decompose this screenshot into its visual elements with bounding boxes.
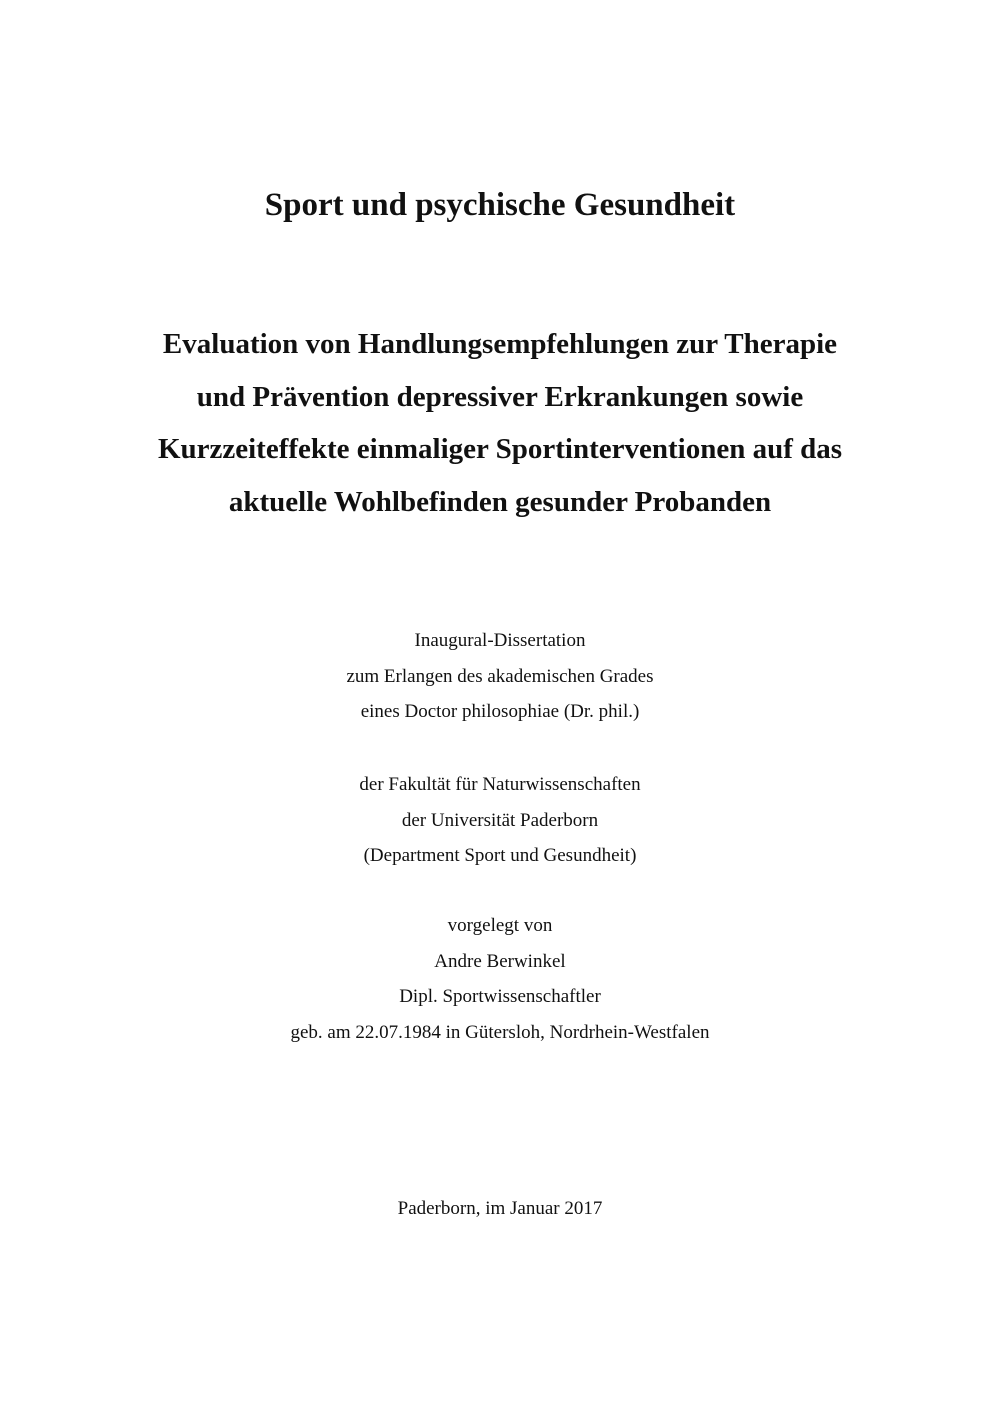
author-info <box>0 908 1000 1050</box>
subtitle-line: und Prävention depressiver Erkrankungen sowie <box>196 380 804 413</box>
author-degree: Dipl. Sportwissenschaftler <box>399 986 601 1007</box>
subtitle-line: Kurzzeiteffekte einmaliger Sportinterventionen auf das <box>157 433 843 465</box>
dissertation-info <box>0 623 1000 730</box>
place-date <box>0 1191 1000 1227</box>
faculty-info <box>0 767 1000 874</box>
place-date-text: Paderborn, im Januar 2017 <box>397 1198 603 1219</box>
faculty-line: der Universität Paderborn <box>401 809 599 831</box>
dissertation-line: Inaugural-Dissertation <box>414 630 586 651</box>
faculty-line: der Fakultät für Naturwissenschaften <box>359 774 641 795</box>
author-birth: geb. am 22.07.1984 in Gütersloh, Nordrhein-Westfalen <box>290 1021 710 1043</box>
subtitle <box>0 318 1000 528</box>
page-title: Sport und psychische Gesundheit <box>264 187 736 223</box>
subtitle-line: aktuelle Wohlbefinden gesunder Probanden <box>228 485 772 518</box>
subtitle-line: Evaluation von Handlungsempfehlungen zur Therapie <box>162 328 838 360</box>
faculty-line: (Department Sport und Gesundheit) <box>363 845 637 866</box>
dissertation-line: zum Erlangen des akademischen Grades <box>346 665 654 687</box>
author-name: Andre Berwinkel <box>434 950 566 972</box>
author-line: vorgelegt von <box>447 915 553 936</box>
dissertation-line: eines Doctor philosophiae (Dr. phil.) <box>360 701 640 722</box>
